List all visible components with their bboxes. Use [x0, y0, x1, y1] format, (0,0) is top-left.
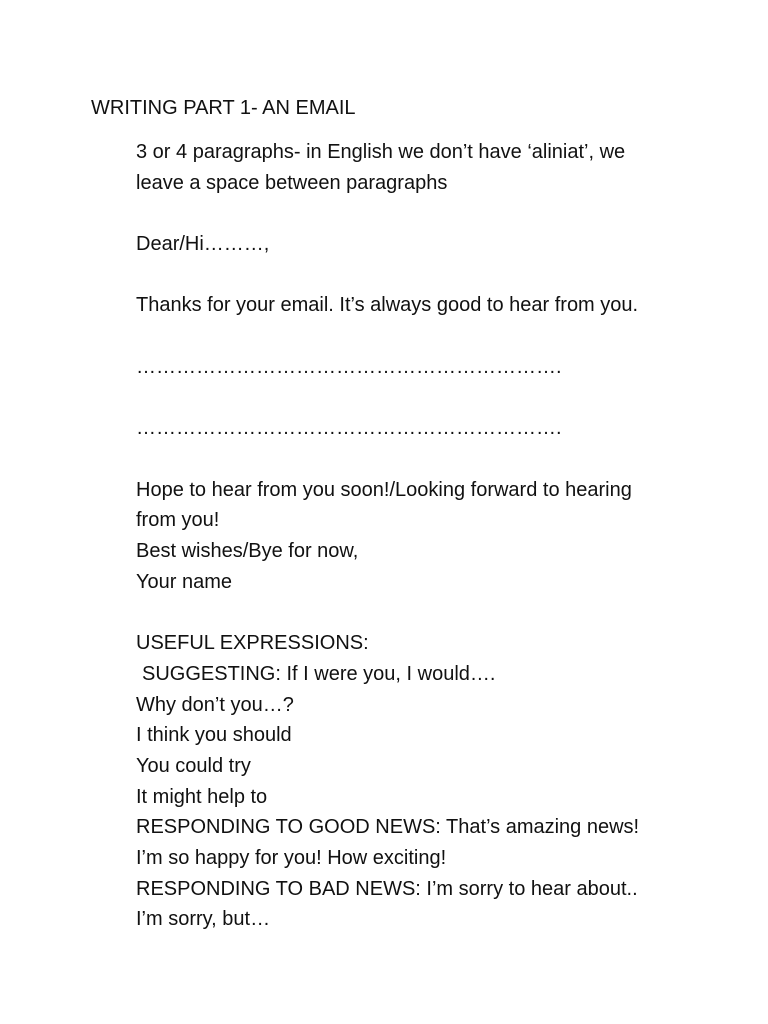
intro-line-1: 3 or 4 paragraphs- in English we don’t have ‘aliniat’, we: [136, 141, 626, 163]
paragraph-gap: [136, 198, 696, 229]
placeholder-line-1: ……………………………………………………….: [136, 355, 562, 378]
paragraph-gap: [136, 597, 696, 628]
useful-expressions-heading: USEFUL EXPRESSIONS:: [136, 632, 369, 655]
document-heading: WRITING PART 1- AN EMAIL: [91, 97, 356, 119]
bad-news-line: RESPONDING TO BAD NEWS: I’m sorry to hear about..: [136, 877, 638, 900]
paragraph-gap: [136, 260, 696, 291]
document-body: [136, 137, 696, 935]
placeholder-line-2: ……………………………………………………….: [136, 417, 562, 440]
signoff-line: Best wishes/Bye for now,: [136, 540, 359, 563]
think-should-line: I think you should: [136, 724, 292, 747]
name-line: Your name: [136, 570, 232, 593]
greeting-line: Dear/Hi………,: [136, 233, 270, 256]
paragraph-gap: [136, 444, 696, 475]
could-try-line: You could try: [136, 754, 251, 777]
good-news-line: RESPONDING TO GOOD NEWS: That’s amazing news!: [136, 816, 640, 839]
paragraph-gap: [136, 383, 696, 414]
thanks-line: Thanks for your email. It’s always good to hear from you.: [136, 294, 639, 317]
paragraph-gap: [136, 321, 696, 352]
might-help-line: It might help to: [136, 785, 268, 808]
closing-line-2: from you!: [136, 509, 220, 532]
sorry-but-line: I’m sorry, but…: [136, 908, 271, 931]
intro-line-2: leave a space between paragraphs: [136, 171, 448, 194]
why-dont-line: Why don’t you…?: [136, 693, 294, 716]
suggesting-line: SUGGESTING: If I were you, I would….: [142, 662, 496, 685]
so-happy-line: I’m so happy for you! How exciting!: [136, 847, 447, 870]
closing-line-1: Hope to hear from you soon!/Looking forward to hearing: [136, 478, 632, 501]
